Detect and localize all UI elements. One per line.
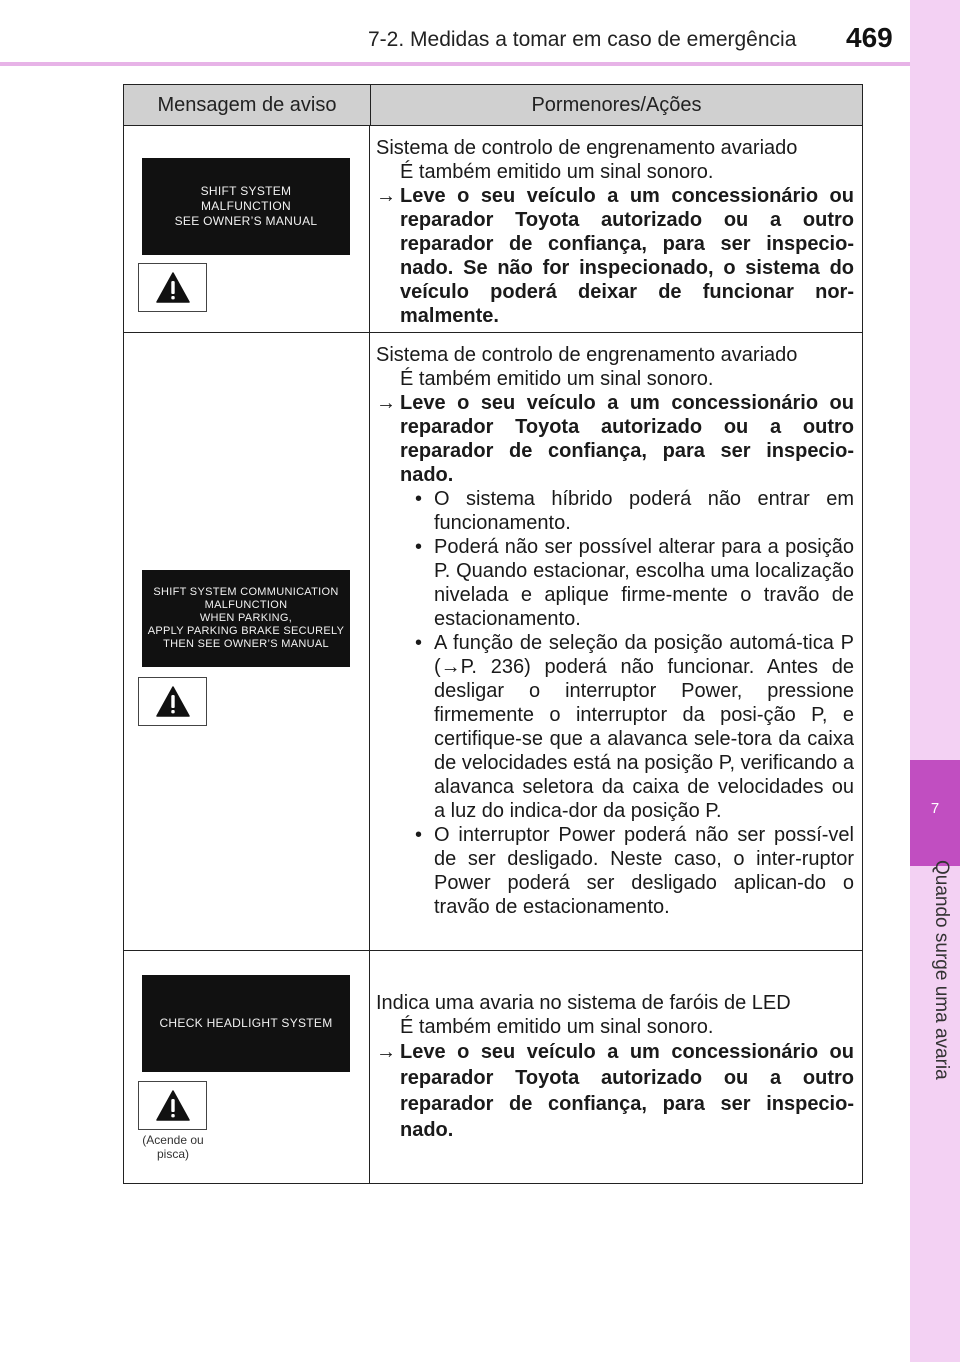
warning-message-cell	[124, 951, 370, 1183]
list-item: • O interruptor Power poderá não ser possí-vel de ser desligado. Neste caso, o inter-ruptor Power poderá ser desligado aplican-do o travão de estacionamento.	[412, 823, 854, 919]
page-number: 469	[846, 22, 893, 53]
arrow-icon: →	[376, 185, 396, 207]
icon-note: (Acende ou pisca)	[142, 1133, 204, 1161]
detail-action	[376, 391, 854, 487]
detail-intro: Sistema de controlo de engrenamento avariado	[376, 344, 798, 366]
warning-triangle-icon	[138, 1081, 207, 1130]
detail-sub: É também emitido um sinal sonoro.	[400, 161, 714, 183]
bullet-list	[376, 487, 854, 919]
list-item: • O sistema híbrido poderá não entrar em funcionamento.	[412, 487, 854, 535]
table-row	[124, 126, 862, 333]
details-cell	[370, 951, 862, 1183]
display-line: SEE OWNER’S MANUAL	[174, 214, 318, 228]
list-item: • A função de seleção da posição automá-tica P (→P. 236) poderá não funcionar. Antes de desligar o interruptor Power, pressione firmemente o interruptor da posi-ção P, e certifique-se que a alavanca sele-tora da caixa de velocidades está na posição P, verificando a alavanca seletora da caixa de velocidades ou a luz do indica-dor da posição P.	[412, 631, 854, 823]
display-line: MALFUNCTION	[204, 599, 288, 611]
detail-sub: É também emitido um sinal sonoro.	[400, 1016, 714, 1038]
details-cell	[370, 333, 862, 950]
table-row	[124, 951, 862, 1183]
display-line: CHECK HEADLIGHT SYSTEM	[159, 1016, 333, 1030]
warning-message-cell	[124, 333, 370, 950]
detail-intro: Indica uma avaria no sistema de faróis de LED	[376, 992, 791, 1014]
warning-message-cell	[124, 126, 370, 332]
display-screen	[142, 158, 350, 255]
details-cell	[370, 126, 862, 332]
header-rule	[0, 62, 960, 66]
arrow-icon: →	[376, 1041, 396, 1063]
display-line: THEN SEE OWNER’S MANUAL	[163, 638, 329, 650]
action-text: Leve o seu veículo a um concessionário ou reparador Toyota autorizado ou a outro reparador de confiança, para ser inspecio-nado. Se não for inspecionado, o sistema do veículo poderá deixar de funcionar nor-malmente.	[400, 185, 854, 327]
list-item: • Poderá não ser possível alterar para a posição P. Quando estacionar, escolha uma localização nivelada e aplique firme-mente o travão de estacionamento.	[412, 535, 854, 631]
detail-sub: É também emitido um sinal sonoro.	[400, 368, 714, 390]
column-header-details: Pormenores/Ações	[531, 93, 702, 116]
table-row	[124, 333, 862, 951]
warning-message-table	[123, 84, 863, 1184]
display-line: SHIFT SYSTEM	[200, 184, 292, 198]
chapter-number: 7	[930, 800, 940, 817]
detail-intro: Sistema de controlo de engrenamento avariado	[376, 137, 798, 159]
warning-triangle-icon	[138, 263, 207, 312]
detail-action	[376, 184, 854, 328]
display-screen	[142, 570, 350, 667]
action-text: Leve o seu veículo a um concessionário ou reparador Toyota autorizado ou a outro reparador de confiança, para ser inspecio-nado.	[400, 1041, 854, 1141]
table-header	[124, 85, 862, 126]
display-line: WHEN PARKING,	[199, 612, 293, 624]
section-title: 7-2. Medidas a tomar em caso de emergência	[368, 28, 797, 51]
chapter-label: Quando surge uma avaria	[931, 860, 952, 1080]
warning-triangle-icon	[138, 677, 207, 726]
display-line: APPLY PARKING BRAKE SECURELY	[147, 625, 345, 637]
action-text: Leve o seu veículo a um concessionário ou reparador Toyota autorizado ou a outro reparador de confiança, para ser inspecio-nado.	[400, 392, 854, 486]
page-header	[0, 0, 910, 64]
detail-action	[376, 1039, 854, 1143]
display-line: MALFUNCTION	[201, 199, 291, 213]
column-header-message: Mensagem de aviso	[124, 85, 371, 125]
display-line: SHIFT SYSTEM COMMUNICATION	[153, 586, 339, 598]
display-screen	[142, 975, 350, 1072]
arrow-icon: →	[376, 392, 396, 414]
